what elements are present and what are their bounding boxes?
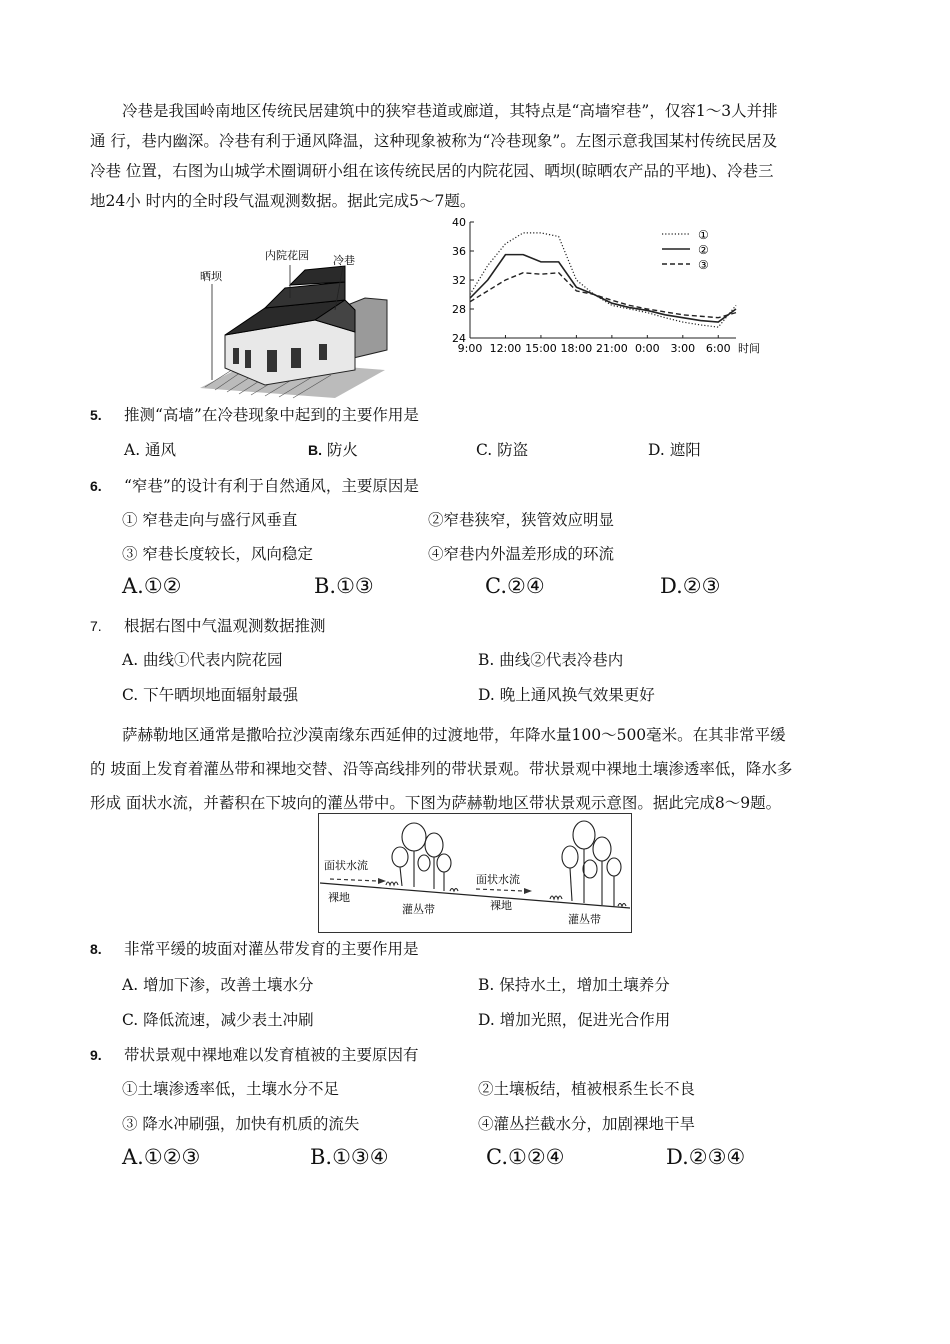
q7-option-b[interactable]: B. 曲线②代表冷巷内 [478,651,624,669]
x-axis-label: 时间 [738,342,760,355]
question-stem: 推测“高墙”在冷巷现象中起到的主要作用是 [124,406,419,424]
q8-option-c[interactable]: C. 降低流速，减少表土冲刷 [122,1011,314,1029]
question-8 [90,937,419,961]
x-tick-label: 0:00 [634,342,660,355]
passage-2 [90,718,862,820]
shrub-label-1: 灌丛带 [402,903,435,916]
q9-statement-4: ④灌丛拦截水分，加剧裸地干旱 [478,1115,696,1133]
q6-statement-2: ②窄巷狭窄，狭管效应明显 [428,511,615,529]
passage-2-line-3: 形成 面状水流，并蓄积在下坡向的灌丛带中。下图为萨赫勒地区带状景观示意图。据此完成8～9题。 [90,794,782,812]
question-stem: 带状景观中裸地难以发育植被的主要原因有 [124,1046,419,1064]
chart-legend [662,228,709,272]
q9-statement-2: ②土壤板结，植被根系生长不良 [478,1080,696,1098]
question-stem: 根据右图中气温观测数据推测 [124,617,326,635]
q5-option-a[interactable]: A. 通风 [124,441,177,459]
x-tick-label: 3:00 [670,342,696,355]
question-7 [90,614,326,638]
shrub-label-2: 灌丛带 [568,913,601,926]
passage-1-line-2: 通 行，巷内幽深。冷巷有利于通风降温，这种现象被称为“冷巷现象”。左图示意我国某村传统民居及 [90,132,778,150]
y-tick-label: 24 [452,332,466,345]
y-tick-label: 32 [452,274,466,287]
label-yard: 晒坝 [200,270,222,283]
x-tick-label: 18:00 [560,342,593,355]
q9-option-b[interactable]: B.①③④ [310,1145,389,1169]
series-line-2 [470,255,736,322]
q5-option-b-text: 防火 [322,441,358,459]
q6-statement-1: ① 窄巷走向与盛行风垂直 [122,511,298,529]
q9-statement-1: ①土壤渗透率低，土壤水分不足 [122,1080,340,1098]
q6-option-d[interactable]: D.②③ [660,574,721,598]
passage-1-line-4: 地24小 时内的全时段气温观测数据。据此完成5～7题。 [90,192,476,210]
legend-label-2: ② [698,243,709,257]
x-tick-label: 12:00 [489,342,522,355]
legend-label-3: ③ [698,258,709,272]
q7-option-d[interactable]: D. 晚上通风换气效果更好 [478,686,655,704]
label-lane: 冷巷 [333,254,355,267]
q9-option-a[interactable]: A.①②③ [122,1145,201,1169]
bare-label-2: 裸地 [490,899,512,912]
series-line-1 [470,233,736,327]
q7-option-a[interactable]: A. 曲线①代表内院花园 [122,651,283,669]
q6-option-a[interactable]: A.①② [122,574,182,598]
legend-label-1: ① [698,228,709,242]
q6-option-b[interactable]: B.①③ [314,574,374,598]
q5-option-b[interactable] [308,438,358,462]
q6-statement-4: ④窄巷内外温差形成的环流 [428,545,615,563]
q8-option-a[interactable]: A. 增加下渗，改善土壤水分 [122,976,314,994]
question-5 [90,403,419,427]
q7-option-c[interactable]: C. 下午晒坝地面辐射最强 [122,686,299,704]
q6-option-c[interactable]: C.②④ [485,574,545,598]
series-line-3 [470,273,736,318]
chart-series [470,233,736,327]
bare-label-1: 裸地 [328,891,350,904]
question-number: 6. [90,478,102,494]
question-stem: 非常平缓的坡面对灌丛带发育的主要作用是 [124,940,419,958]
q5-option-c[interactable]: C. 防盗 [476,441,529,459]
house-figure [195,240,395,400]
chart-axes [452,216,760,355]
question-number: 5. [90,407,102,423]
question-6 [90,474,419,498]
passage-2-line-2: 的 坡面上发育着灌丛带和裸地交替、沿等高线排列的带状景观。带状景观中裸地土壤渗透率低，降水多 [90,760,793,778]
question-9 [90,1043,419,1067]
belt-landscape-figure [318,813,632,933]
q5-option-b-letter: B. [308,442,322,458]
passage-2-line-1: 萨赫勒地区通常是撒哈拉沙漠南缘东西延伸的过渡地带，年降水量100～500毫米。在其非常平缓 [122,726,786,744]
question-stem: “窄巷”的设计有利于自然通风，主要原因是 [124,477,419,495]
passage-1-line-1: 冷巷是我国岭南地区传统民居建筑中的狭窄巷道或廊道，其特点是“高墙窄巷”，仅容1～3人并排 [122,102,778,120]
label-garden: 内院花园 [265,249,309,262]
question-number: 7. [90,618,102,634]
q5-option-d[interactable]: D. 遮阳 [648,441,701,459]
q9-statement-3: ③ 降水冲刷强，加快有机质的流失 [122,1115,360,1133]
passage-1 [90,96,862,216]
x-tick-label: 6:00 [705,342,731,355]
q9-option-c[interactable]: C.①②④ [486,1145,565,1169]
y-tick-label: 36 [452,245,466,258]
q8-option-b[interactable]: B. 保持水土，增加土壤养分 [478,976,670,994]
question-number: 8. [90,941,102,957]
x-tick-label: 21:00 [596,342,628,355]
y-tick-label: 40 [452,216,466,229]
q8-option-d[interactable]: D. 增加光照，促进光合作用 [478,1011,671,1029]
temperature-chart [440,212,760,362]
question-number: 9. [90,1047,102,1063]
q6-statement-3: ③ 窄巷长度较长，风向稳定 [122,545,313,563]
x-tick-label: 9:00 [457,342,483,355]
x-tick-label: 15:00 [525,342,557,355]
y-tick-label: 28 [452,303,466,316]
q9-option-d[interactable]: D.②③④ [666,1145,746,1169]
flow-label-1: 面状水流 [324,859,368,872]
flow-label-2: 面状水流 [476,873,520,886]
passage-1-line-3: 冷巷 位置，右图为山城学术圈调研小组在该传统民居的内院花园、晒坝(晾晒农产品的平地)、冷巷三 [90,162,774,180]
